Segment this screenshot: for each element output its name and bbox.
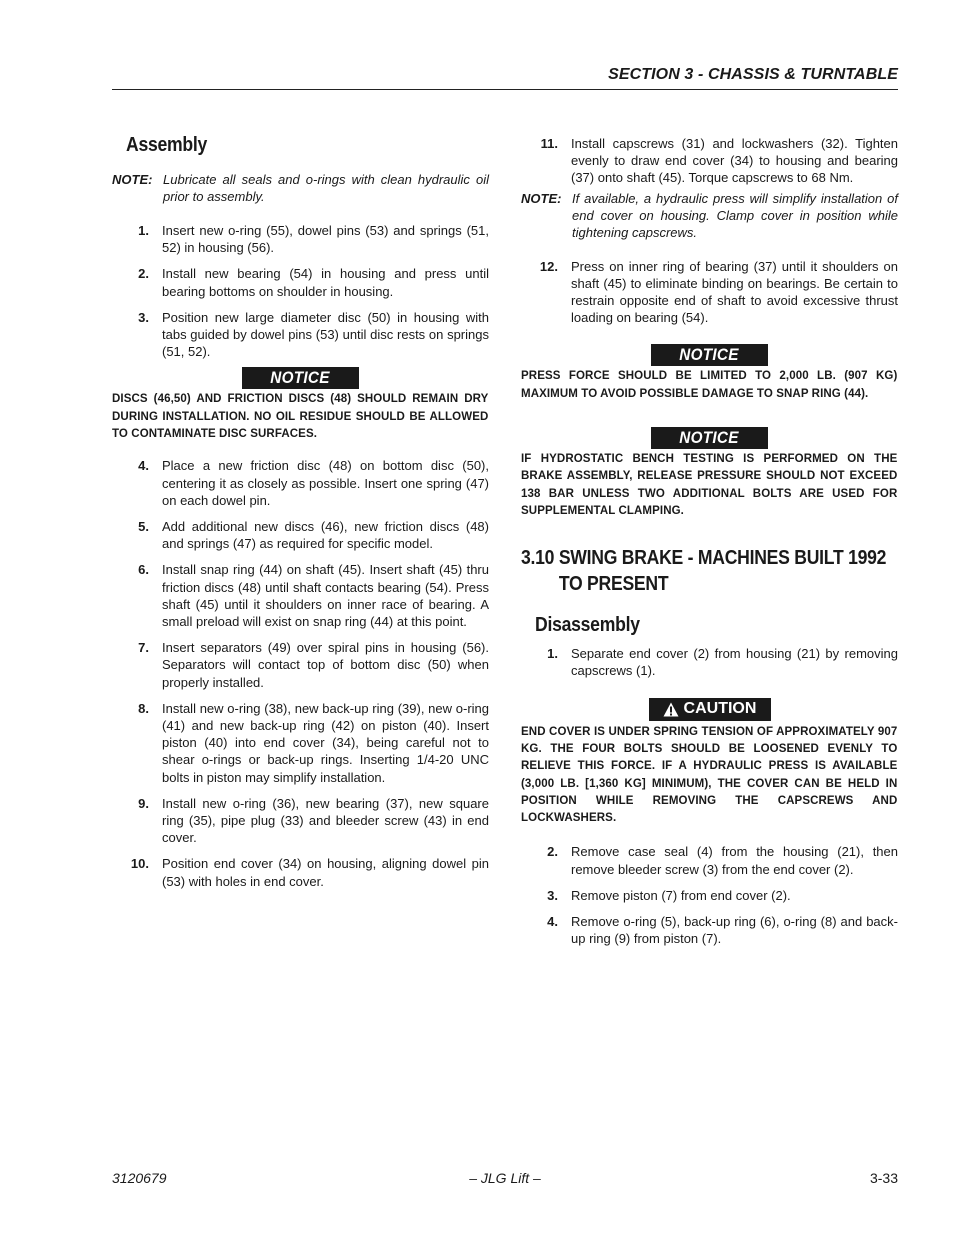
- assembly-note: [112, 171, 489, 205]
- step-number: 6.: [138, 562, 149, 578]
- step-item: [112, 639, 489, 691]
- step-text: Install snap ring (44) on shaft (45). Insert shaft (45) thru friction discs (48) until shaft contacts bearing (54). Press shaft (45) until it shoulders on inner race of bearing. A small preload will exist on snap ring (44) at this point.: [162, 562, 489, 629]
- note-text: Lubricate all seals and o-rings with clean hydraulic oil prior to assembly.: [163, 172, 489, 204]
- section-heading-line2: TO PRESENT: [558, 573, 669, 596]
- step-item: [112, 518, 489, 552]
- step-number: 12.: [539, 258, 558, 274]
- step-number: 10.: [130, 856, 149, 872]
- step-number: 7.: [138, 640, 149, 656]
- notice-text-1: PRESS FORCE SHOULD BE LIMITED TO 2,000 LB. (907 KG) MAXIMUM TO AVOID POSSIBLE DAMAGE TO SNAP RING (44).: [521, 368, 898, 400]
- page-header: [112, 64, 898, 90]
- step-text: Install new o-ring (38), new back-up ring (39), new o-ring (41) and new back-up ring (42) on piston (40). Insert piston (40) into end cover (34), being careful not to shear o-rings or back-up rings. Inserting 1/4-20 UNC bolts in piston may simplify installation.: [162, 700, 489, 785]
- notice-badge: NOTICE: [242, 367, 359, 389]
- caution-text: END COVER IS UNDER SPRING TENSION OF APPROXIMATELY 907 KG. THE FOUR BOLTS SHOULD BE LOOSENED EVENLY TO RELIEVE THIS FORCE. IF A HYDRAULIC PRESS IS AVAILABLE (3,000 LB. [1,360 KG] MINIMUM), THE COVER CAN BE HELD IN POSITION WHILE REMOVING THE CAPSCREWS AND LOCKWASHERS.: [521, 723, 898, 825]
- step-item: [112, 265, 489, 299]
- notice-badge: NOTICE: [651, 344, 768, 366]
- step-text: Remove case seal (4) from the housing (21), then remove bleeder screw (3) from the end cover (2).: [571, 844, 898, 877]
- step-text: Install new bearing (54) in housing and press until bearing bottoms on shoulder in housing.: [162, 266, 489, 299]
- caution-box: [521, 698, 898, 721]
- press-note: [521, 190, 898, 241]
- step-11: [521, 135, 898, 187]
- step-text: Add additional new discs (46), new friction discs (48) and springs (47) as required for specific model.: [162, 518, 489, 552]
- step-text: Separate end cover (2) from housing (21) by removing capscrews (1).: [571, 646, 898, 679]
- step-text: Position end cover (34) on housing, aligning dowel pin (53) with holes in end cover.: [162, 856, 489, 889]
- step-number: 2.: [547, 844, 558, 860]
- step-text: Install new o-ring (36), new bearing (37), new square ring (35), pipe plug (33) and bleeder screw (43) in end cover.: [162, 795, 489, 846]
- dis-step-1: [521, 645, 898, 679]
- step-text: Install capscrews (31) and lockwashers (32). Tighten evenly to draw end cover (34) to housing and bearing (37) onto shaft (45). Torque capscrews to 68 Nm.: [571, 136, 898, 186]
- page-number: 3-33: [869, 1170, 898, 1186]
- disassembly-steps-2-4: [521, 843, 898, 947]
- step-number: 9.: [138, 795, 149, 811]
- notice-box-2: [521, 427, 898, 449]
- step-number: 11.: [540, 136, 558, 151]
- assembly-steps-4-10: [112, 457, 489, 889]
- caution-label: CAUTION: [683, 700, 757, 718]
- doc-number: 3120679: [112, 1170, 167, 1186]
- step-number: 4.: [547, 914, 558, 929]
- note-label: NOTE:: [112, 172, 153, 187]
- step-item: [521, 913, 898, 947]
- footer-brand: – JLG Lift –: [469, 1170, 541, 1186]
- section-title: SECTION 3 - CHASSIS & TURNTABLE: [608, 66, 898, 83]
- step-item: [112, 700, 489, 786]
- step-text: Place a new friction disc (48) on bottom disc (50), centering it as closely as possible. Insert one spring (47) on each dowel pin.: [162, 458, 489, 508]
- step-number: 3.: [138, 309, 149, 325]
- step-text: Insert new o-ring (55), dowel pins (53) and springs (51, 52) in housing (56).: [162, 223, 489, 256]
- notice-text: DISCS (46,50) AND FRICTION DISCS (48) SHOULD REMAIN DRY DURING INSTALLATION. NO OIL RESIDUE SHOULD BE ALLOWED TO CONTAMINATE DISC SURFACES.: [112, 391, 489, 441]
- step-item: [112, 855, 489, 889]
- step-number: 3.: [547, 887, 558, 903]
- step-item: [521, 887, 898, 904]
- step-text: Insert separators (49) over spiral pins in housing (56). Separators will contact top of bottom disc (50) when properly installed.: [162, 640, 489, 690]
- left-column: [112, 130, 489, 890]
- note-label: NOTE:: [521, 190, 562, 206]
- step-text: Press on inner ring of bearing (37) until it shoulders on shaft (45) to eliminate binding on bearings. Be certain to restrain opposite end of shaft to avoid excessive thrust loading on bearing (54).: [571, 258, 898, 326]
- section-heading-line1: 3.10 SWING BRAKE - MACHINES BUILT 1992: [521, 547, 887, 570]
- note-text: If available, a hydraulic press will simplify installation of end cover on housing. Clamp cover in position while tightening capscrews.: [572, 190, 898, 240]
- notice-badge: NOTICE: [651, 427, 768, 449]
- step-item: [112, 561, 489, 630]
- step-number: 8.: [138, 700, 149, 716]
- step-number: 1.: [138, 223, 149, 238]
- disassembly-heading: Disassembly: [535, 614, 640, 637]
- step-text: Remove piston (7) from end cover (2).: [571, 887, 791, 903]
- step-text: Position new large diameter disc (50) in housing with tabs guided by dowel pins (53) until disc rests on springs (51, 52).: [162, 309, 489, 360]
- step-item: [112, 222, 489, 256]
- notice-box: [112, 367, 489, 389]
- warning-triangle-icon: [663, 702, 679, 717]
- step-number: 1.: [547, 646, 558, 662]
- assembly-heading: Assembly: [126, 134, 208, 156]
- step-number: 4.: [138, 458, 149, 474]
- caution-badge: [649, 698, 771, 721]
- step-item: [521, 843, 898, 877]
- right-column: [521, 130, 898, 947]
- step-item: [112, 309, 489, 361]
- step-12: [521, 258, 898, 327]
- notice-box-1: [521, 344, 898, 366]
- step-item: [112, 795, 489, 847]
- step-item: [112, 457, 489, 509]
- notice-text-2: IF HYDROSTATIC BENCH TESTING IS PERFORMED ON THE BRAKE ASSEMBLY, RELEASE PRESSURE SHOULD NOT EXCEED 138 BAR UNLESS TWO ADDITIONAL BOLTS ARE USED FOR SUPPLEMENTAL CLAMPING.: [521, 451, 898, 517]
- step-text: Remove o-ring (5), back-up ring (6), o-ring (8) and back-up ring (9) from piston (7).: [571, 914, 898, 947]
- step-number: 2.: [138, 266, 149, 282]
- assembly-steps-1-3: [112, 222, 489, 360]
- step-number: 5.: [138, 518, 149, 534]
- section-heading: [521, 545, 899, 597]
